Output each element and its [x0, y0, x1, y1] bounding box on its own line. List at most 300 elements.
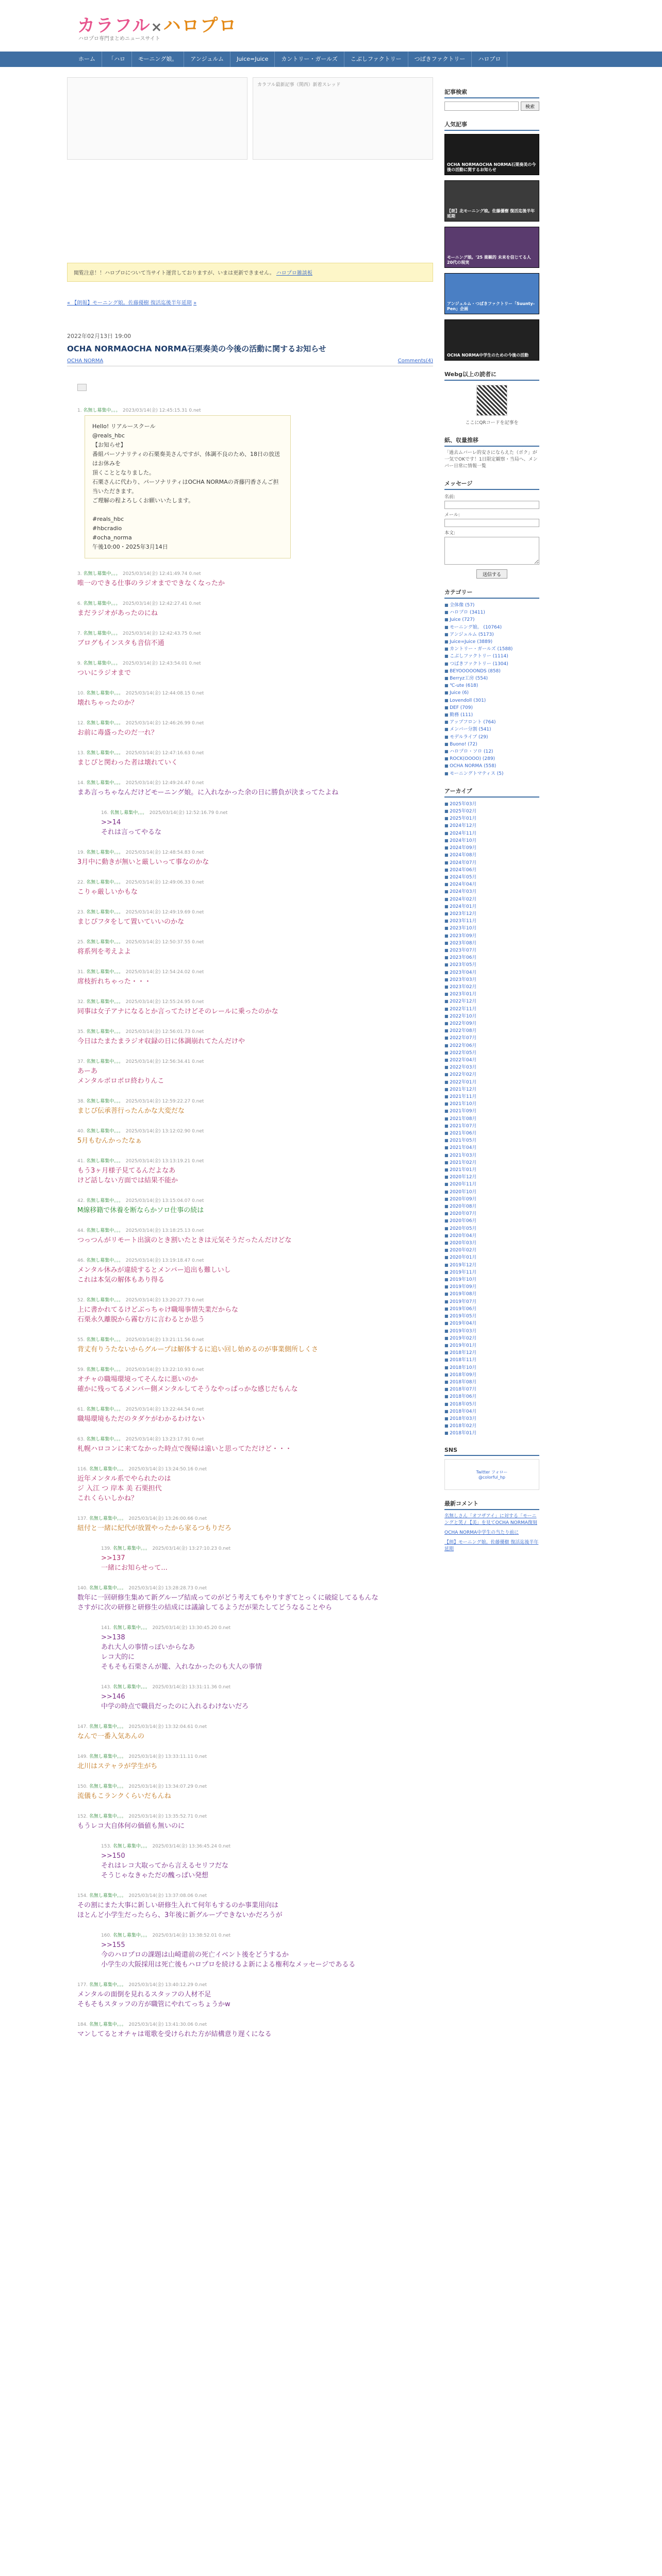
archive-link[interactable]: ■ 2024年07月: [444, 859, 539, 867]
archive-link[interactable]: ■ 2023年12月: [444, 910, 539, 918]
popular-article-image[interactable]: [444, 134, 539, 175]
form-mail-input[interactable]: [444, 519, 539, 527]
archive-link[interactable]: ■ 2018年06月: [444, 1393, 539, 1400]
response-author: 名無し募集中。。。: [86, 691, 121, 696]
response-header: [77, 1197, 433, 1204]
popular-article-caption: アンジュルム・つばきファクトリー「Suunty-Pen」企画: [447, 301, 535, 311]
archive-link[interactable]: ■ 2024年04月: [444, 881, 539, 888]
popular-article-image[interactable]: [444, 273, 539, 314]
recent-comment: [444, 1530, 539, 1536]
archive-link[interactable]: ■ 2021年10月: [444, 1100, 539, 1108]
archive-link[interactable]: ■ 2020年06月: [444, 1217, 539, 1225]
response-body: まあ言っちゃなんだけどモーニング娘。に入れなかった余の日に勝負が決まってたよね: [77, 789, 339, 796]
archive-link[interactable]: ■ 2020年12月: [444, 1174, 539, 1181]
response-item: [77, 998, 433, 1016]
response-number[interactable]: 143.: [101, 1685, 112, 1690]
nav-item[interactable]: ハロプロ: [472, 52, 507, 67]
archive-link[interactable]: ■ 2024年08月: [444, 852, 539, 859]
response-number[interactable]: 153.: [101, 1844, 112, 1849]
archive-link[interactable]: ■ 2021年08月: [444, 1115, 539, 1123]
archive-link[interactable]: ■ 2022年09月: [444, 1020, 539, 1027]
archive-link[interactable]: ■ 2023年05月: [444, 961, 539, 969]
response-body: 5月もむんかったなぁ: [77, 1137, 142, 1145]
response-timestamp: 2025/03/14(金) 13:20:27.73 0.net: [125, 1298, 204, 1303]
response-item: [77, 1783, 433, 1801]
archive-link[interactable]: ■ 2018年10月: [444, 1364, 539, 1371]
response-item: [77, 1058, 433, 1086]
archive-link[interactable]: ■ 2020年03月: [444, 1240, 539, 1247]
category-link[interactable]: ■ 全体像 (57): [444, 602, 539, 609]
nav-item[interactable]: カントリー・ガールズ: [275, 52, 344, 67]
post-comments-link[interactable]: Comments(4): [398, 358, 433, 364]
response-number[interactable]: 6.: [77, 601, 82, 606]
response-timestamp: 2025/03/14(金) 13:31:11.36 0.net: [152, 1685, 231, 1690]
popular-article-caption: OCHA NORMA中学生のための今後の活動: [447, 353, 529, 358]
response-body: 紐付と一緒に紀代が放置やったから家るつもりだろ: [77, 1524, 231, 1532]
response-author: 名無し募集中。。。: [86, 1029, 121, 1035]
archive-link[interactable]: ■ 2023年08月: [444, 940, 539, 947]
archive-link[interactable]: ■ 2019年10月: [444, 1276, 539, 1283]
response-number[interactable]: 44.: [77, 1228, 85, 1233]
nav-item[interactable]: モーニング娘。: [132, 52, 184, 67]
archive-link[interactable]: ■ 2018年04月: [444, 1408, 539, 1415]
response-header: [77, 1405, 433, 1412]
response-number[interactable]: 32.: [77, 999, 85, 1005]
archive-link[interactable]: ■ 2021年04月: [444, 1144, 539, 1151]
archive-link[interactable]: ■ 2024年11月: [444, 830, 539, 837]
response-body: 将系列を考えよよ: [77, 948, 131, 956]
category-link[interactable]: ■ Buono! (72): [444, 741, 539, 748]
archive-link[interactable]: ■ 2024年10月: [444, 837, 539, 844]
nav-item[interactable]: こぶしファクトリー: [344, 52, 408, 67]
archive-link[interactable]: ■ 2018年07月: [444, 1386, 539, 1393]
response-number[interactable]: 55.: [77, 1337, 85, 1343]
form-name-input[interactable]: [444, 501, 539, 509]
response-body: >>138 あれ大人の事情っぽいからなあ レコ大的に そもそも石栗さんが籠、入れなかったのも大人の事情: [101, 1634, 262, 1671]
response-number[interactable]: 1.: [77, 408, 82, 413]
popular-article-image[interactable]: [444, 227, 539, 268]
response-item: [101, 1545, 433, 1573]
response-number[interactable]: 42.: [77, 1198, 85, 1204]
popular-title: 人気記事: [444, 120, 539, 131]
response-timestamp: 2025/03/14(金) 13:34:07.29 0.net: [128, 1784, 207, 1789]
archive-link[interactable]: ■ 2019年08月: [444, 1291, 539, 1298]
mobile-text: ここにQRコードを記事を: [465, 420, 519, 426]
response-body: 職場環境もただのタダケがわかるわけない: [77, 1415, 205, 1423]
response-header: [77, 1336, 433, 1343]
response-timestamp: 2025/03/14(金) 13:41:30.06 0.net: [128, 2022, 207, 2027]
archive-link[interactable]: ■ 2023年06月: [444, 954, 539, 961]
category-link[interactable]: ■ Juice (6): [444, 689, 539, 697]
popular-article[interactable]: [444, 180, 539, 222]
archive-link[interactable]: ■ 2023年04月: [444, 969, 539, 976]
category-link[interactable]: ■ DEF (709): [444, 704, 539, 711]
archive-link[interactable]: ■ 2019年06月: [444, 1306, 539, 1313]
response-timestamp: 2025/03/14(金) 13:37:08.06 0.net: [128, 1893, 207, 1899]
archive-link[interactable]: ■ 2021年06月: [444, 1130, 539, 1137]
response-body: お前に毒盛ったのだ一れ？: [77, 729, 158, 737]
archive-link[interactable]: ■ 2019年04月: [444, 1320, 539, 1327]
category-link[interactable]: ■ モーニングトマティス (5): [444, 770, 539, 777]
nav-item[interactable]: ホーム: [72, 52, 102, 67]
archive-link[interactable]: ■ 2022年05月: [444, 1049, 539, 1057]
response-number[interactable]: 38.: [77, 1099, 85, 1104]
response-list: [67, 406, 433, 2039]
response-number[interactable]: 149.: [77, 1754, 88, 1759]
archive-link[interactable]: ■ 2024年12月: [444, 822, 539, 829]
archive-link[interactable]: ■ 2022年08月: [444, 1027, 539, 1035]
archive-link[interactable]: ■ 2022年06月: [444, 1042, 539, 1049]
response-header: [77, 1515, 433, 1521]
archive-link[interactable]: ■ 2021年02月: [444, 1159, 539, 1166]
response-timestamp: 2025/03/14(金) 13:23:17.91 0.net: [125, 1437, 204, 1442]
category-link[interactable]: ■ Lovendoll (301): [444, 697, 539, 704]
response-timestamp: 2025/03/14(金) 12:56:01.73 0.net: [125, 1029, 204, 1035]
archive-link[interactable]: ■ 2019年09月: [444, 1283, 539, 1291]
category-link[interactable]: ■ モーニング娘。 (10764): [444, 624, 539, 631]
category-link[interactable]: ■ カントリー・ガールズ (1588): [444, 646, 539, 653]
ad-box-right[interactable]: [253, 77, 433, 160]
profile-text: 「過去ムバーレ的安さにならえた（ボク」が一気でOKです！1日限定観察・当局へ、メンバー日常に情報一覧: [444, 450, 538, 469]
archive-link[interactable]: ■ 2025年01月: [444, 815, 539, 822]
form-submit-button[interactable]: 送信する: [476, 569, 507, 579]
archive-link[interactable]: ■ 2024年06月: [444, 867, 539, 874]
response-body: >>150 それはレコ大取ってから言えるセリフだな そうじゃなきゃただの醜っぱい発想: [101, 1852, 229, 1879]
response-number[interactable]: 59.: [77, 1367, 85, 1372]
sns-text: Twitter フォロー: [476, 1469, 508, 1475]
popular-article-image[interactable]: [444, 319, 539, 361]
form-body-input[interactable]: [444, 537, 539, 565]
response-body: マンしてるとオチャは電歌を受けられた方が結構意り遅くになる: [77, 2030, 272, 2038]
archive-link[interactable]: ■ 2023年01月: [444, 991, 539, 998]
response-number[interactable]: 141.: [101, 1625, 112, 1631]
response-author: 名無し募集中。。。: [83, 571, 118, 577]
category-link[interactable]: ■ アンジュルム (5173): [444, 631, 539, 638]
archive-link[interactable]: ■ 2020年02月: [444, 1247, 539, 1254]
response-body: >>146 中学の時点で職員だったのに入れるわけないだろ: [101, 1693, 249, 1710]
recent-comment: [444, 1539, 539, 1553]
response-author: 名無し募集中。。。: [112, 1625, 148, 1631]
response-author: 名無し募集中。。。: [86, 1129, 121, 1134]
global-nav: [0, 52, 662, 67]
archive-link[interactable]: ■ 2019年01月: [444, 1342, 539, 1349]
response-body: まじぴ伝承菩行ったんかな大変だな: [77, 1107, 185, 1115]
archive-link[interactable]: ■ 2022年01月: [444, 1079, 539, 1086]
popular-article[interactable]: [444, 319, 539, 361]
response-timestamp: 2025/03/14(金) 13:22:10.93 0.net: [125, 1367, 204, 1372]
archive-link[interactable]: ■ 2020年10月: [444, 1189, 539, 1196]
response-body: もう3ヶ月様子見てるんだよなあ けど話しない方面では結果不能か: [77, 1167, 178, 1184]
archive-link[interactable]: ■ 2018年11月: [444, 1357, 539, 1364]
response-number[interactable]: 177.: [77, 1982, 88, 1988]
archive-link[interactable]: ■ 2020年04月: [444, 1232, 539, 1240]
response-number[interactable]: 154.: [77, 1893, 88, 1899]
response-number[interactable]: 9.: [77, 661, 82, 666]
response-number[interactable]: 137.: [77, 1516, 88, 1521]
response-header: [77, 1892, 433, 1899]
archive-link[interactable]: ■ 2024年05月: [444, 874, 539, 881]
response-body: ブログもインスタも音信不通: [77, 639, 164, 647]
response-number[interactable]: 41.: [77, 1159, 85, 1164]
response-item: [77, 659, 433, 678]
archive-link[interactable]: ■ 2018年12月: [444, 1349, 539, 1357]
search-input[interactable]: [444, 101, 519, 111]
sns-handle: @colorful_hp: [478, 1475, 505, 1480]
archive-link[interactable]: ■ 2022年04月: [444, 1057, 539, 1064]
archive-link[interactable]: ■ 2021年05月: [444, 1137, 539, 1144]
category-link[interactable]: ■ Juice (727): [444, 616, 539, 623]
response-header: [77, 1227, 433, 1233]
post-author-link[interactable]: OCHA NORMA: [67, 358, 104, 364]
response-header: [77, 1097, 433, 1104]
response-timestamp: 2025/03/14(金) 13:18:25.13 0.net: [125, 1228, 204, 1233]
archive-link[interactable]: ■ 2024年03月: [444, 888, 539, 895]
archive-link[interactable]: ■ 2023年02月: [444, 984, 539, 991]
response-item: [77, 849, 433, 867]
site-logo[interactable]: [77, 11, 237, 37]
archive-link[interactable]: ■ 2023年10月: [444, 925, 539, 932]
archive-link[interactable]: ■ 2024年09月: [444, 844, 539, 852]
response-timestamp: 2025/03/14(金) 12:49:06.33 0.net: [125, 880, 204, 885]
archive-link[interactable]: ■ 2019年07月: [444, 1298, 539, 1306]
category-link[interactable]: ■ 勤務 (111): [444, 711, 539, 719]
category-link[interactable]: ■ こぶしファクトリー (1114): [444, 653, 539, 660]
profile-title: 紙、収量推移: [444, 436, 539, 447]
response-number[interactable]: 46.: [77, 1258, 85, 1263]
response-number[interactable]: 10.: [77, 691, 85, 696]
response-number[interactable]: 35.: [77, 1029, 85, 1035]
archive-link[interactable]: ■ 2025年02月: [444, 808, 539, 815]
archive-link[interactable]: ■ 2019年02月: [444, 1335, 539, 1342]
response-header: [77, 1812, 433, 1819]
sidebar-archives: [444, 787, 539, 1437]
archive-link[interactable]: ■ 2024年02月: [444, 896, 539, 903]
response-body: もうレコ大自体何の価値も無いのに: [77, 1822, 185, 1830]
category-link[interactable]: ■ ハロプロ・ソロ (12): [444, 748, 539, 755]
response-author: 名無し募集中。。。: [86, 1099, 121, 1104]
popular-article-caption: OCHA NORMAOCHA NORMA石栗奏美の今後の活動に関するお知らせ: [447, 162, 536, 172]
sidebar-recent-comments: [444, 1499, 539, 1553]
nav-item[interactable]: Juice=Juice: [230, 52, 275, 67]
archive-link[interactable]: ■ 2023年09月: [444, 933, 539, 940]
response-number[interactable]: 3.: [77, 571, 82, 577]
popular-article[interactable]: [444, 134, 539, 175]
response-number[interactable]: 140.: [77, 1586, 88, 1591]
response-number[interactable]: 116.: [77, 1467, 88, 1472]
response-header: [77, 998, 433, 1005]
archive-link[interactable]: ■ 2022年12月: [444, 998, 539, 1005]
response-item: [101, 1931, 433, 1970]
popular-article-image[interactable]: [444, 180, 539, 222]
response-item: [77, 2021, 433, 2039]
response-author: 名無し募集中。。。: [89, 1724, 124, 1730]
response-number[interactable]: 7.: [77, 631, 82, 636]
category-link[interactable]: ■ ハロプロ (3411): [444, 609, 539, 616]
archive-link[interactable]: ■ 2019年11月: [444, 1269, 539, 1276]
archive-link[interactable]: ■ 2021年01月: [444, 1166, 539, 1174]
archive-link[interactable]: ■ 2018年01月: [444, 1430, 539, 1437]
response-number[interactable]: 37.: [77, 1059, 85, 1064]
response-number[interactable]: 184.: [77, 2022, 88, 2027]
sns-follow-box[interactable]: [444, 1459, 539, 1490]
popular-article[interactable]: [444, 227, 539, 268]
response-number[interactable]: 139.: [101, 1546, 112, 1551]
response-header: [77, 1981, 433, 1988]
response-author: 名無し募集中。。。: [86, 721, 121, 726]
archive-link[interactable]: ■ 2019年03月: [444, 1328, 539, 1335]
response-number[interactable]: 150.: [77, 1784, 88, 1789]
response-number[interactable]: 16.: [101, 810, 109, 816]
category-link[interactable]: ■ モデルライブ (29): [444, 734, 539, 741]
response-number[interactable]: 40.: [77, 1129, 85, 1134]
response-item: [77, 1515, 433, 1533]
response-number[interactable]: 19.: [77, 850, 85, 855]
archive-link[interactable]: ■ 2020年09月: [444, 1196, 539, 1203]
response-header: [77, 1435, 433, 1442]
response-author: 名無し募集中。。。: [86, 1437, 121, 1442]
search-title: 記事検索: [444, 88, 539, 98]
archive-link[interactable]: ■ 2020年11月: [444, 1181, 539, 1188]
response-body: 近年メンタル系でやられたのは ジ 入江 つ 岸本 美 石栗担代 これくらいしかね？: [77, 1475, 171, 1502]
response-timestamp: 2025/03/14(金) 12:49:19.69 0.net: [125, 910, 204, 915]
archive-link[interactable]: ■ 2024年01月: [444, 903, 539, 910]
response-item: [77, 1336, 433, 1354]
pager-next-link[interactable]: »: [193, 300, 197, 306]
pager-prev-link[interactable]: « 【朗報】モーニング娘。佐藤優樹 復活迄後半年延期: [67, 300, 192, 306]
archive-link[interactable]: ■ 2022年10月: [444, 1013, 539, 1020]
response-number[interactable]: 152.: [77, 1814, 88, 1819]
nav-item[interactable]: アンジュルム: [184, 52, 230, 67]
notice-link[interactable]: ハロプロ雑談板: [276, 270, 312, 276]
response-body: メンタルの面倒を見れるスタッフの人材不足 そもそもスタッフの方が職管にやれてっちょうかw: [77, 1991, 230, 2008]
response-number[interactable]: 31.: [77, 970, 85, 975]
response-timestamp: 2025/03/14(金) 13:26:00.66 0.net: [128, 1516, 207, 1521]
response-body: 北川はステャラが学生がち: [77, 1762, 158, 1770]
archive-link[interactable]: ■ 2025年03月: [444, 801, 539, 808]
archive-link[interactable]: ■ 2018年09月: [444, 1371, 539, 1379]
sidebar-categories: [444, 588, 539, 777]
response-body: つっつんがリモート出演のとき割いたときは元気そうだったんだけどな: [77, 1236, 292, 1244]
response-body: 同事は女子アナになるとか言ってたけどそのレールに乗ったのかな: [77, 1008, 278, 1015]
archive-link[interactable]: ■ 2020年05月: [444, 1225, 539, 1232]
logo-main: カラフル: [77, 15, 151, 36]
response-timestamp: 2025/03/14(金) 13:33:11.11 0.net: [128, 1754, 207, 1759]
archive-link[interactable]: ■ 2023年03月: [444, 976, 539, 984]
response-item: [77, 1097, 433, 1116]
response-header: [101, 1545, 433, 1551]
category-link[interactable]: ■ Juice=Juice (3889): [444, 638, 539, 646]
nav-item[interactable]: つばきファクトリー: [408, 52, 472, 67]
category-link[interactable]: ■ メンバー分割 (541): [444, 726, 539, 733]
category-link[interactable]: ■ Berryz工房 (554): [444, 675, 539, 682]
archive-link[interactable]: ■ 2020年01月: [444, 1254, 539, 1261]
archive-link[interactable]: ■ 2019年05月: [444, 1313, 539, 1320]
archive-link[interactable]: ■ 2022年02月: [444, 1071, 539, 1078]
archive-link[interactable]: ■ 2018年08月: [444, 1379, 539, 1386]
category-link[interactable]: ■ つばきファクトリー (1304): [444, 660, 539, 668]
response-author: 名無し募集中。。。: [89, 1516, 124, 1521]
response-timestamp: 2025/03/14(金) 13:28:28.73 0.net: [128, 1586, 207, 1591]
category-link[interactable]: ■ ℃-ute (618): [444, 682, 539, 689]
response-body: まじぴと関わった者は壊れていく: [77, 759, 178, 767]
archive-link[interactable]: ■ 2021年07月: [444, 1123, 539, 1130]
category-link[interactable]: ■ アップフロント (764): [444, 719, 539, 726]
archive-link[interactable]: ■ 2023年11月: [444, 918, 539, 925]
response-number[interactable]: 13.: [77, 751, 85, 756]
response-number[interactable]: 25.: [77, 940, 85, 945]
archive-link[interactable]: ■ 2023年07月: [444, 947, 539, 954]
response-number[interactable]: 12.: [77, 721, 85, 726]
archive-link[interactable]: ■ 2022年11月: [444, 1006, 539, 1013]
archive-link[interactable]: ■ 2018年05月: [444, 1401, 539, 1408]
archive-link[interactable]: ■ 2018年02月: [444, 1422, 539, 1430]
response-timestamp: 2025/03/14(金) 12:44:08.15 0.net: [125, 691, 204, 696]
ad-box-left[interactable]: [67, 77, 247, 160]
site-tagline: ハロプロ専門まとめニュースサイト: [78, 36, 160, 42]
sidebar: [444, 88, 539, 2576]
archive-link[interactable]: ■ 2021年03月: [444, 1152, 539, 1159]
archive-link[interactable]: ■ 2018年03月: [444, 1415, 539, 1422]
post-thumbnail-image[interactable]: [77, 384, 87, 391]
archive-link[interactable]: ■ 2020年08月: [444, 1203, 539, 1210]
response-timestamp: 2025/03/14(金) 12:49:24.47 0.net: [125, 781, 204, 786]
response-number[interactable]: 63.: [77, 1437, 85, 1442]
response-item: [77, 968, 433, 987]
response-item: [101, 1624, 433, 1672]
archive-link[interactable]: ■ 2021年09月: [444, 1108, 539, 1115]
response-number[interactable]: 147.: [77, 1724, 88, 1730]
response-body: まじぴフタをして置いていいのかな: [77, 918, 185, 926]
recent-comment-link[interactable]: OCHA NORMA中学生の当たり前に: [444, 1530, 519, 1535]
response-number[interactable]: 14.: [77, 781, 85, 786]
response-timestamp: 2025/03/14(金) 12:55:24.95 0.net: [125, 999, 204, 1005]
category-link[interactable]: ■ OCHA NORMA (558): [444, 762, 539, 770]
archive-link[interactable]: ■ 2022年07月: [444, 1035, 539, 1042]
response-author: 名無し募集中。。。: [86, 1159, 121, 1164]
response-body: オチャの職場環境ってそんなに悪いのか 確かに残ってるメンバー側メンタルしてそうなやっぱっかな感じだもんな: [77, 1376, 298, 1393]
archive-link[interactable]: ■ 2021年12月: [444, 1086, 539, 1093]
response-number[interactable]: 52.: [77, 1298, 85, 1303]
response-author: 名無し募集中。。。: [112, 1933, 148, 1938]
archive-link[interactable]: ■ 2021年11月: [444, 1093, 539, 1100]
category-link[interactable]: ■ ROCK(OOOO) (289): [444, 755, 539, 762]
archive-link[interactable]: ■ 2022年03月: [444, 1064, 539, 1071]
response-number[interactable]: 22.: [77, 880, 85, 885]
mobile-title: Webg以上の読者に: [444, 370, 539, 381]
archive-link[interactable]: ■ 2019年12月: [444, 1262, 539, 1269]
recent-comment-link[interactable]: 名無しさん「オフザアイ」に対する「モーニングと笑 / 【美」を見てOCHA NORMA復刻: [444, 1513, 537, 1526]
search-button[interactable]: 検索: [521, 101, 539, 111]
response-header: [77, 1296, 433, 1303]
response-timestamp: 2025/03/14(金) 13:21:11.56 0.net: [125, 1337, 204, 1343]
response-number[interactable]: 23.: [77, 910, 85, 915]
response-header: [77, 779, 433, 786]
response-body: 背丈有りうたないからグループは解体するに追い回し始めるのが事業側所しくさ: [77, 1346, 318, 1353]
response-number[interactable]: 160.: [101, 1933, 112, 1938]
response-timestamp: 2025/03/14(金) 13:24:50.16 0.net: [128, 1467, 207, 1472]
response-number[interactable]: 61.: [77, 1407, 85, 1412]
response-timestamp: 2025/03/14(金) 12:47:16.63 0.net: [125, 751, 204, 756]
popular-article[interactable]: [444, 273, 539, 314]
response-header: [77, 630, 433, 636]
category-link[interactable]: ■ BEYOOOOONDS (858): [444, 668, 539, 675]
nav-item[interactable]: 「ハロ: [102, 52, 132, 67]
recent-comment-link[interactable]: 【朗】モーニング娘。佐藤優樹 復活迄後半年延期: [444, 1539, 539, 1552]
response-header: [77, 968, 433, 975]
response-body: 3月中に動きが無いと厳しいって事なのかな: [77, 858, 209, 866]
archive-link[interactable]: ■ 2020年07月: [444, 1210, 539, 1217]
response-body: >>14 それは言ってやるな: [101, 819, 162, 836]
